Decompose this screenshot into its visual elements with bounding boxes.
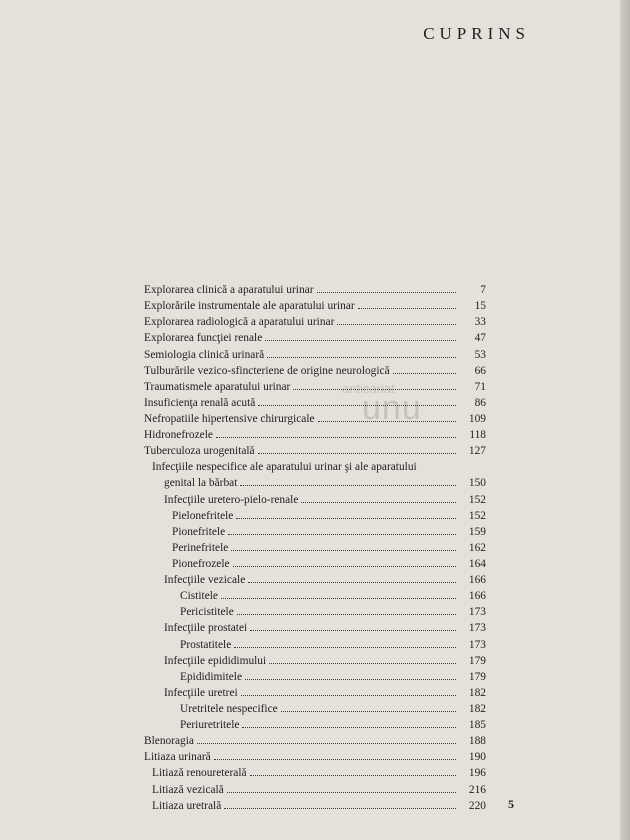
toc-entry-page: 162 (468, 541, 486, 554)
toc-entry-title: Litiaza urinară (144, 751, 211, 764)
toc-dot-leader (231, 550, 456, 551)
toc-dot-leader (234, 647, 456, 648)
toc-entry (144, 345, 486, 361)
toc-dot-leader (242, 727, 456, 728)
toc-entry-title: Pericistitele (180, 606, 234, 619)
toc-entry-title: Nefropatiile hipertensive chirurgicale (144, 412, 315, 425)
toc-entry-page: 179 (468, 670, 486, 683)
toc-entry-page: 152 (468, 509, 486, 522)
watermark-text-small: anticariat (342, 381, 395, 396)
toc-entry-title: Hidronefrozele (144, 429, 213, 442)
toc-entry-page: 71 (474, 380, 486, 393)
toc-entry-page: 127 (468, 445, 486, 458)
toc-entry-page: 220 (468, 799, 486, 812)
toc-entry (144, 764, 486, 780)
toc-entry-page: 7 (480, 284, 486, 297)
toc-entry-title: Pionefritele (172, 525, 226, 538)
toc-dot-leader (301, 502, 456, 503)
toc-entry-page: 150 (468, 477, 486, 490)
toc-entry-page: 15 (474, 300, 486, 313)
toc-entry-title: Infecţiile epididimului (164, 654, 267, 667)
toc-entry-page: 86 (474, 396, 486, 409)
toc-entry-page: 53 (474, 348, 486, 361)
toc-entry (144, 507, 486, 523)
toc-entry (144, 571, 486, 587)
toc-entry-page: 109 (468, 412, 486, 425)
toc-dot-leader (258, 405, 456, 406)
toc-dot-leader (214, 759, 456, 760)
toc-dot-leader (281, 711, 456, 712)
toc-entry (144, 684, 486, 700)
table-of-contents (144, 281, 486, 813)
toc-entry-title: Insuficienţa renală acută (144, 396, 256, 409)
toc-entry (144, 716, 486, 732)
toc-dot-leader (216, 437, 456, 438)
toc-entry-page: 179 (468, 654, 486, 667)
toc-entry-page: 188 (468, 735, 486, 748)
toc-dot-leader (227, 792, 456, 793)
toc-entry-title: Explorarea clinică a aparatului urinar (144, 284, 314, 297)
toc-entry-title: Infecţiile uretero-pielo-renale (164, 493, 299, 506)
toc-entry-title: genital la bărbat (164, 477, 238, 490)
toc-entry-page: 47 (474, 332, 486, 345)
toc-entry-page: 216 (468, 783, 486, 796)
toc-entry-page: 166 (468, 574, 486, 587)
toc-entry-page: 164 (468, 557, 486, 570)
toc-entry-title: Litiază vezicală (152, 783, 224, 796)
toc-entry-page: 196 (468, 767, 486, 780)
toc-dot-leader (317, 292, 456, 293)
toc-entry-title: Infecţiile prostatei (164, 622, 248, 635)
toc-entry-title: Epididimitele (180, 670, 243, 683)
toc-entry-page: 185 (468, 719, 486, 732)
toc-entry-page: 159 (468, 525, 486, 538)
toc-dot-leader (236, 518, 456, 519)
toc-dot-leader (318, 421, 456, 422)
toc-entry-title: Explorarea radiologică a aparatului urinar (144, 316, 335, 329)
toc-entry (144, 394, 486, 410)
toc-entry-page: 173 (468, 606, 486, 619)
toc-dot-leader (393, 373, 456, 374)
toc-entry (144, 442, 486, 458)
toc-entry (144, 603, 486, 619)
toc-entry (144, 297, 486, 313)
toc-dot-leader (293, 389, 456, 390)
toc-entry-page: 182 (468, 686, 486, 699)
toc-entry-title: Perinefritele (172, 541, 229, 554)
toc-entry-title: Periuretritele (180, 719, 240, 732)
toc-entry (144, 313, 486, 329)
toc-entry-page: 173 (468, 622, 486, 635)
toc-dot-leader (269, 663, 456, 664)
toc-dot-leader (197, 743, 456, 744)
toc-entry-page: 33 (474, 316, 486, 329)
toc-dot-leader (245, 679, 456, 680)
toc-entry-title: Explorările instrumentale ale aparatului urinar (144, 300, 355, 313)
toc-dot-leader (250, 775, 456, 776)
toc-entry-page: 166 (468, 590, 486, 603)
toc-dot-leader (258, 453, 456, 454)
toc-entry-title: Traumatismele aparatului urinar (144, 380, 291, 393)
toc-entry (144, 780, 486, 796)
toc-dot-leader (250, 630, 456, 631)
page-number: 5 (508, 797, 514, 811)
toc-entry (144, 458, 486, 474)
toc-entry (144, 652, 486, 668)
toc-entry (144, 362, 486, 378)
toc-dot-leader (224, 808, 456, 809)
toc-dot-leader (358, 308, 456, 309)
toc-dot-leader (240, 485, 456, 486)
toc-entry (144, 555, 486, 571)
toc-entry (144, 426, 486, 442)
toc-dot-leader (237, 614, 456, 615)
toc-entry-page: 152 (468, 493, 486, 506)
toc-entry-title: Infecţiile uretrei (164, 686, 238, 699)
toc-dot-leader (221, 598, 456, 599)
toc-entry (144, 539, 486, 555)
toc-entry-title: Pionefrozele (172, 557, 230, 570)
watermark-text-big: unu (362, 389, 422, 427)
toc-entry (144, 668, 486, 684)
toc-entry (144, 635, 486, 651)
toc-entry-title: Infecţiile nespecifice ale aparatului urinar şi ale aparatului (152, 461, 417, 474)
toc-dot-leader (228, 534, 456, 535)
toc-entry-title: Infecţiile vezicale (164, 574, 246, 587)
toc-entry-title: Litiază renoureterală (152, 767, 247, 780)
page-edge-shadow (620, 0, 630, 840)
toc-entry (144, 587, 486, 603)
toc-entry-title: Blenoragia (144, 735, 194, 748)
toc-entry-page: 190 (468, 751, 486, 764)
toc-entry (144, 732, 486, 748)
toc-entry (144, 410, 486, 426)
toc-entry (144, 329, 486, 345)
toc-dot-leader (267, 357, 456, 358)
page-heading: CUPRINS (423, 24, 530, 43)
toc-entry-title: Cistitele (180, 590, 218, 603)
toc-entry-title: Tuberculoza urogenitală (144, 445, 255, 458)
toc-dot-leader (337, 324, 456, 325)
toc-entry-title: Pielonefritele (172, 509, 234, 522)
toc-entry-title: Semiologia clinică urinară (144, 348, 265, 361)
toc-entry-title: Litiaza uretrală (152, 799, 222, 812)
toc-entry-title: Explorarea funcţiei renale (144, 332, 263, 345)
toc-dot-leader (248, 582, 456, 583)
toc-entry (144, 523, 486, 539)
toc-entry (144, 490, 486, 506)
toc-dot-leader (233, 566, 456, 567)
toc-entry (144, 281, 486, 297)
toc-dot-leader (241, 695, 456, 696)
toc-entry-title: Prostatitele (180, 638, 232, 651)
toc-entry (144, 474, 486, 490)
toc-entry (144, 378, 486, 394)
toc-entry-page: 118 (469, 429, 486, 442)
toc-entry (144, 797, 486, 813)
toc-entry (144, 619, 486, 635)
toc-entry-page: 66 (474, 364, 486, 377)
toc-entry-page: 182 (468, 702, 486, 715)
toc-entry-title: Uretritele nespecifice (180, 702, 278, 715)
toc-entry (144, 748, 486, 764)
toc-dot-leader (265, 340, 456, 341)
toc-entry-page: 173 (468, 638, 486, 651)
toc-entry (144, 700, 486, 716)
toc-entry-title: Tulburările vezico-sfincteriene de origine neurologică (144, 364, 390, 377)
